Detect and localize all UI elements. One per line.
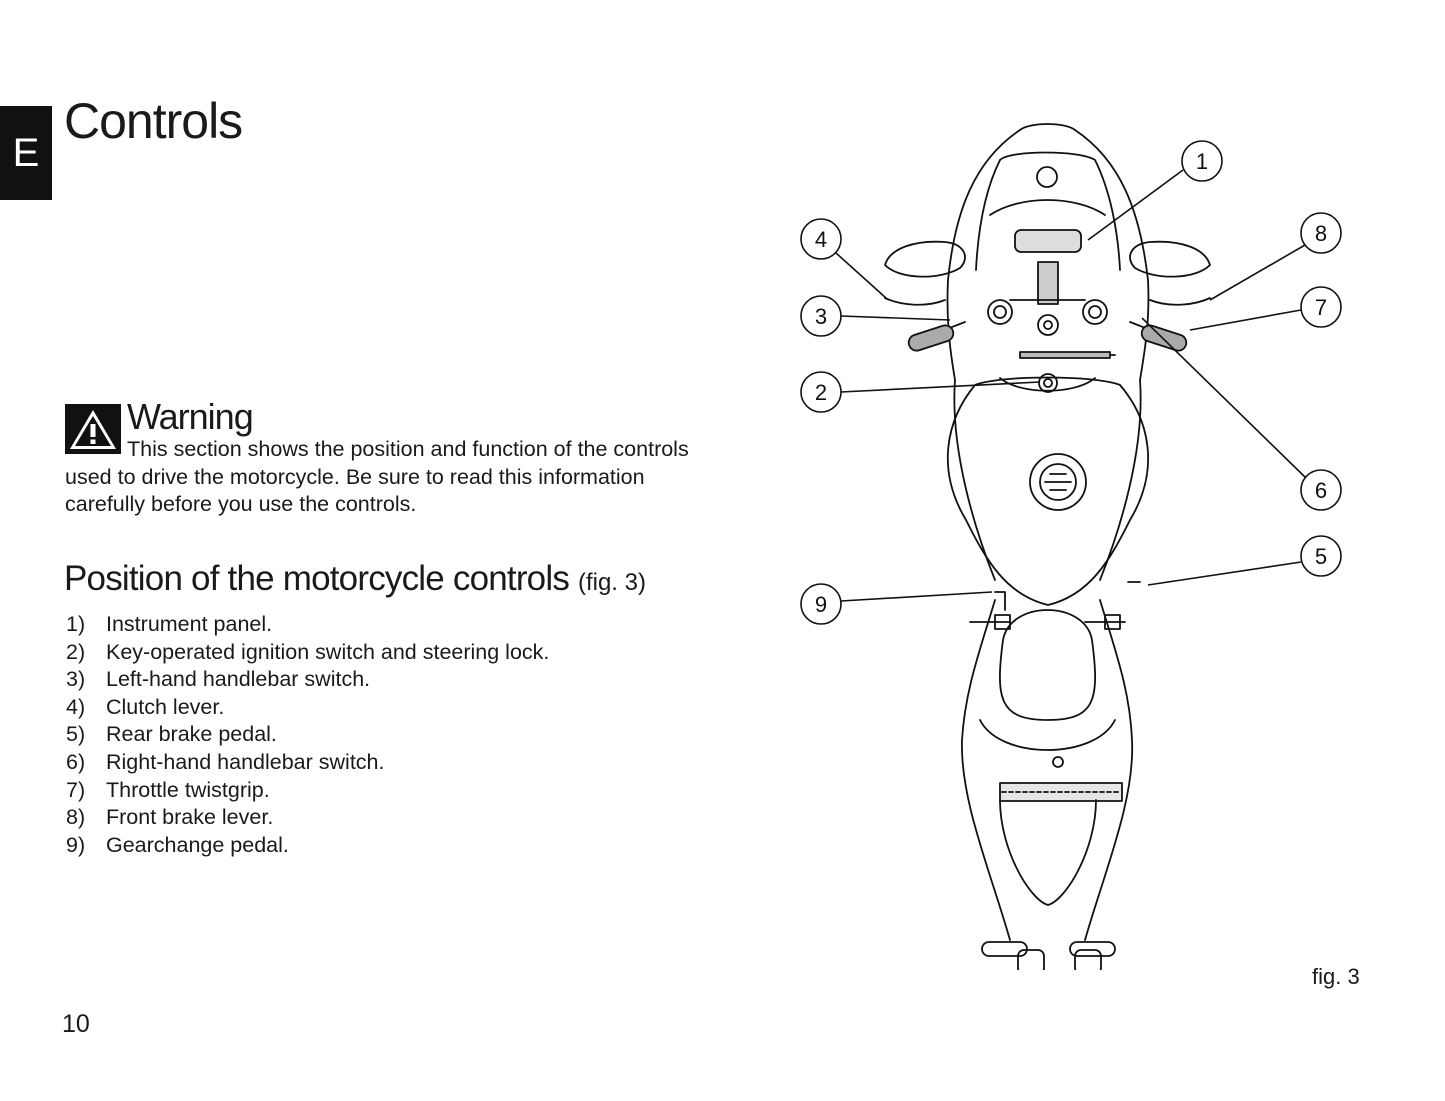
list-item — [66, 832, 549, 860]
callout-2-label: 2 — [814, 380, 828, 405]
list-item — [66, 749, 549, 777]
section-heading — [64, 559, 646, 599]
figure-reference: (fig. 3) — [577, 569, 646, 596]
callout-3-label: 3 — [814, 304, 828, 329]
item-label: Right-hand handlebar switch. — [106, 749, 385, 774]
callout-4-label: 4 — [814, 227, 828, 252]
motorcycle-diagram — [790, 110, 1380, 970]
item-label: Throttle twistgrip. — [106, 777, 270, 802]
item-label: Clutch lever. — [106, 694, 225, 719]
item-number: 4) — [66, 694, 86, 719]
callout-2 — [801, 372, 1040, 412]
callout-1-label: 1 — [1195, 149, 1209, 174]
item-label: Instrument panel. — [106, 612, 273, 636]
item-number: 8) — [66, 805, 86, 830]
list-item — [66, 804, 549, 832]
item-number: 6) — [66, 749, 86, 774]
callout-8-label: 8 — [1314, 221, 1328, 246]
item-number: 2) — [66, 639, 86, 664]
callout-9 — [801, 584, 992, 624]
item-label: Front brake lever. — [106, 805, 274, 830]
list-item — [66, 777, 549, 805]
page-number: 10 — [62, 1010, 90, 1038]
callout-5-label: 5 — [1314, 544, 1328, 569]
list-item — [66, 666, 549, 694]
figure-caption: fig. 3 — [1312, 964, 1360, 989]
section-heading-text: Position of the motorcycle controls — [64, 559, 570, 598]
item-label: Rear brake pedal. — [106, 722, 277, 747]
warning-text: This section shows the position and function of the controls used to drive the motorcycle. Be sure to read this information carefully before you use the controls. — [65, 437, 689, 516]
item-number: 5) — [66, 722, 86, 747]
language-tab: E — [0, 106, 52, 200]
callout-7 — [1190, 287, 1341, 330]
list-item — [66, 721, 549, 749]
item-number: 3) — [66, 667, 86, 692]
item-label: Key-operated ignition switch and steering lock. — [106, 639, 550, 664]
item-label: Gearchange pedal. — [106, 832, 289, 857]
item-label: Left-hand handlebar switch. — [106, 667, 371, 692]
list-item — [66, 611, 549, 639]
item-number: 9) — [66, 832, 86, 857]
callout-5 — [1148, 536, 1341, 585]
list-item — [66, 639, 549, 667]
controls-list — [66, 611, 549, 859]
callout-1 — [1088, 141, 1222, 240]
page-title: Controls — [64, 93, 243, 149]
callout-7-label: 7 — [1314, 295, 1328, 320]
list-item — [66, 694, 549, 722]
callout-6 — [1142, 318, 1341, 510]
item-number: 7) — [66, 777, 86, 802]
warning-title: Warning — [127, 396, 253, 437]
item-number: 1) — [66, 612, 86, 636]
callout-9-label: 9 — [814, 592, 828, 617]
callout-6-label: 6 — [1314, 478, 1328, 503]
callout-4 — [801, 219, 886, 298]
